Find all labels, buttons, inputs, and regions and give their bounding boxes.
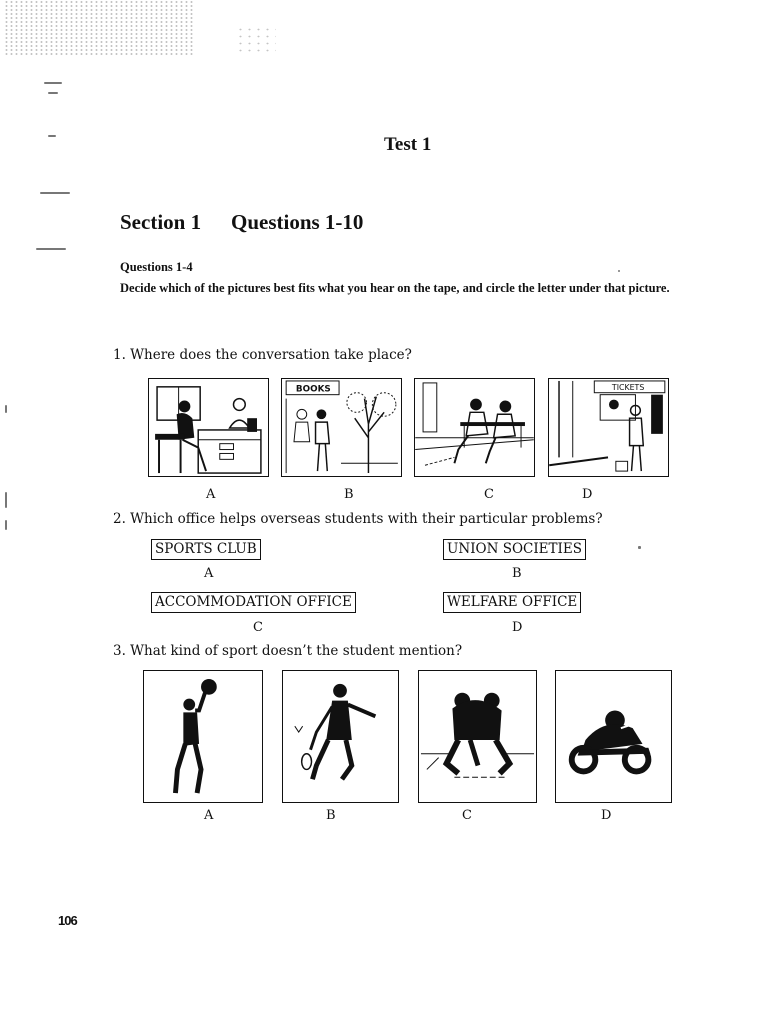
questions-heading: Questions 1-10 bbox=[231, 210, 364, 234]
question-2: 2. Which office helps overseas students with their particular problems? bbox=[113, 511, 603, 527]
scan-speck bbox=[40, 192, 70, 194]
page-number: 106 bbox=[58, 913, 77, 928]
q2-option-letter[interactable]: D bbox=[512, 620, 523, 635]
picture-ticket-office bbox=[548, 378, 669, 477]
option-union-societies: UNION SOCIETIES bbox=[443, 539, 586, 560]
q2-option-letter[interactable]: A bbox=[204, 566, 214, 581]
picture-office-desk bbox=[148, 378, 269, 477]
section-heading: Section 1 bbox=[120, 210, 202, 234]
q2-option-letter[interactable]: B bbox=[512, 566, 522, 581]
scan-speck bbox=[36, 248, 66, 250]
q2-option-letter[interactable]: C bbox=[253, 620, 263, 635]
scan-speck bbox=[618, 270, 620, 272]
q3-option-letter[interactable]: B bbox=[326, 808, 336, 823]
tickets-sign: TICKETS bbox=[611, 382, 645, 392]
scan-speck bbox=[5, 405, 7, 413]
q1-option-letter[interactable]: B bbox=[344, 487, 354, 502]
scan-speck bbox=[5, 492, 7, 508]
scan-speck bbox=[5, 520, 7, 530]
q3-option-letter[interactable]: D bbox=[601, 808, 612, 823]
q1-option-letter[interactable]: A bbox=[206, 487, 216, 502]
q3-option-letter[interactable]: C bbox=[462, 808, 472, 823]
q3-option-letter[interactable]: A bbox=[204, 808, 214, 823]
picture-bookshop-street bbox=[281, 378, 402, 477]
instructions: Decide which of the pictures best fits what you hear on the tape, and circle the letter under that picture. bbox=[120, 281, 670, 295]
scan-speck bbox=[638, 546, 641, 549]
subheading: Questions 1-4 bbox=[120, 260, 193, 274]
picture-motorcyclist bbox=[555, 670, 672, 803]
q1-option-letter[interactable]: C bbox=[484, 487, 494, 502]
books-sign: BOOKS bbox=[295, 384, 331, 395]
scan-speck bbox=[48, 92, 58, 94]
question-3: 3. What kind of sport doesn’t the student mention? bbox=[113, 643, 463, 659]
picture-basketball-player bbox=[143, 670, 263, 803]
test-title: Test 1 bbox=[384, 134, 432, 155]
option-sports-club: SPORTS CLUB bbox=[151, 539, 261, 560]
scan-noise bbox=[4, 0, 194, 55]
picture-wrestlers bbox=[418, 670, 537, 803]
option-welfare-office: WELFARE OFFICE bbox=[443, 592, 581, 613]
question-1: 1. Where does the conversation take place? bbox=[113, 347, 412, 363]
scan-noise bbox=[236, 26, 276, 56]
picture-park-bench bbox=[414, 378, 535, 477]
scan-speck bbox=[48, 135, 56, 137]
q1-option-letter[interactable]: D bbox=[582, 487, 593, 502]
scan-speck bbox=[44, 82, 62, 84]
option-accommodation-office: ACCOMMODATION OFFICE bbox=[151, 592, 356, 613]
picture-badminton-player bbox=[282, 670, 399, 803]
